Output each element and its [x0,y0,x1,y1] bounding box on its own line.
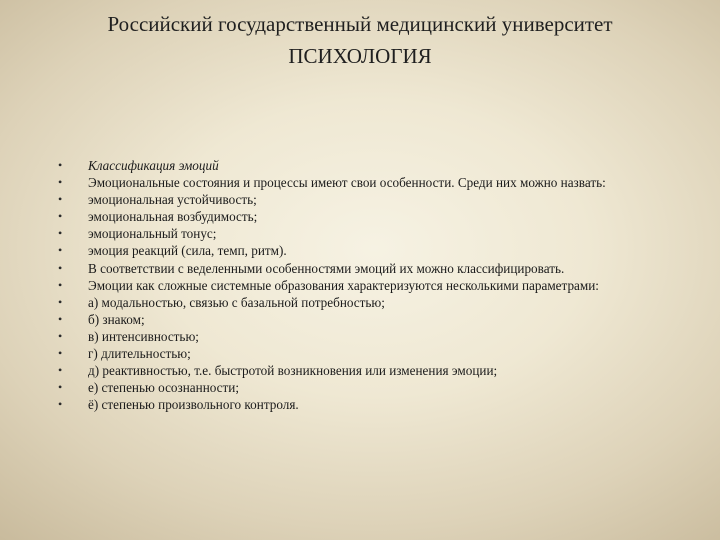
list-item-text: Классификация эмоций [88,158,219,173]
bullet-icon: • [58,397,63,412]
bullet-icon: • [58,260,63,275]
list-item [56,209,692,224]
bullet-icon: • [58,311,63,326]
bullet-icon: • [58,294,63,309]
university-title: Российский государственный медицинский университет [107,12,613,36]
bullet-icon: • [58,192,63,207]
list-item-text: Эмоциональные состояния и процессы имеют свои особенности. Среди них можно назвать: [88,175,606,191]
slide-header [0,10,720,70]
list-item-text: б) знаком; [88,311,145,327]
list-item [56,158,692,173]
list-item [56,278,692,293]
list-item [56,363,692,378]
list-item [56,312,692,327]
bullet-icon: • [58,328,63,343]
list-item [56,380,692,395]
list-item-text: а) модальностью, связью с базальной потребностью; [88,294,385,310]
list-item [56,192,692,207]
list-item-text: г) длительностью; [88,346,191,362]
list-item [56,329,692,344]
list-item [56,261,692,276]
bullet-icon: • [58,243,63,258]
bullet-icon: • [58,380,63,395]
list-item-text: д) реактивностью, т.е. быстротой возникновения или изменения эмоции; [88,363,498,379]
list-item-text: ё) степенью произвольного контроля. [88,397,299,413]
bullet-icon: • [58,226,63,241]
list-item-text: эмоциональная возбудимость; [88,209,258,225]
list-item [56,346,692,361]
bullet-icon: • [58,158,63,172]
list-item-text: Эмоции как сложные системные образования характеризуются несколькими параметрами: [88,277,599,293]
bullet-icon: • [58,277,63,292]
list-item [56,295,692,310]
bullet-icon: • [58,346,63,361]
list-item-text: в) интенсивностью; [88,328,199,344]
list-item [56,226,692,241]
list-item-text: эмоциональная устойчивость; [88,192,257,208]
subject-title: ПСИХОЛОГИЯ [288,44,432,68]
bullet-icon: • [58,363,63,378]
list-item-text: эмоциональный тонус; [88,226,217,242]
list-item-text: В соответствии с веделенными особенностями эмоций их можно классифицировать. [88,260,565,276]
bullet-icon: • [58,209,63,224]
list-item-text: е) степенью осознанности; [88,380,240,396]
list-item [56,243,692,258]
list-item [56,175,692,190]
bullet-icon: • [58,175,63,190]
list-item [56,397,692,412]
list-item-text: эмоция реакций (сила, темп, ритм). [88,243,287,259]
bullet-list [56,158,692,414]
